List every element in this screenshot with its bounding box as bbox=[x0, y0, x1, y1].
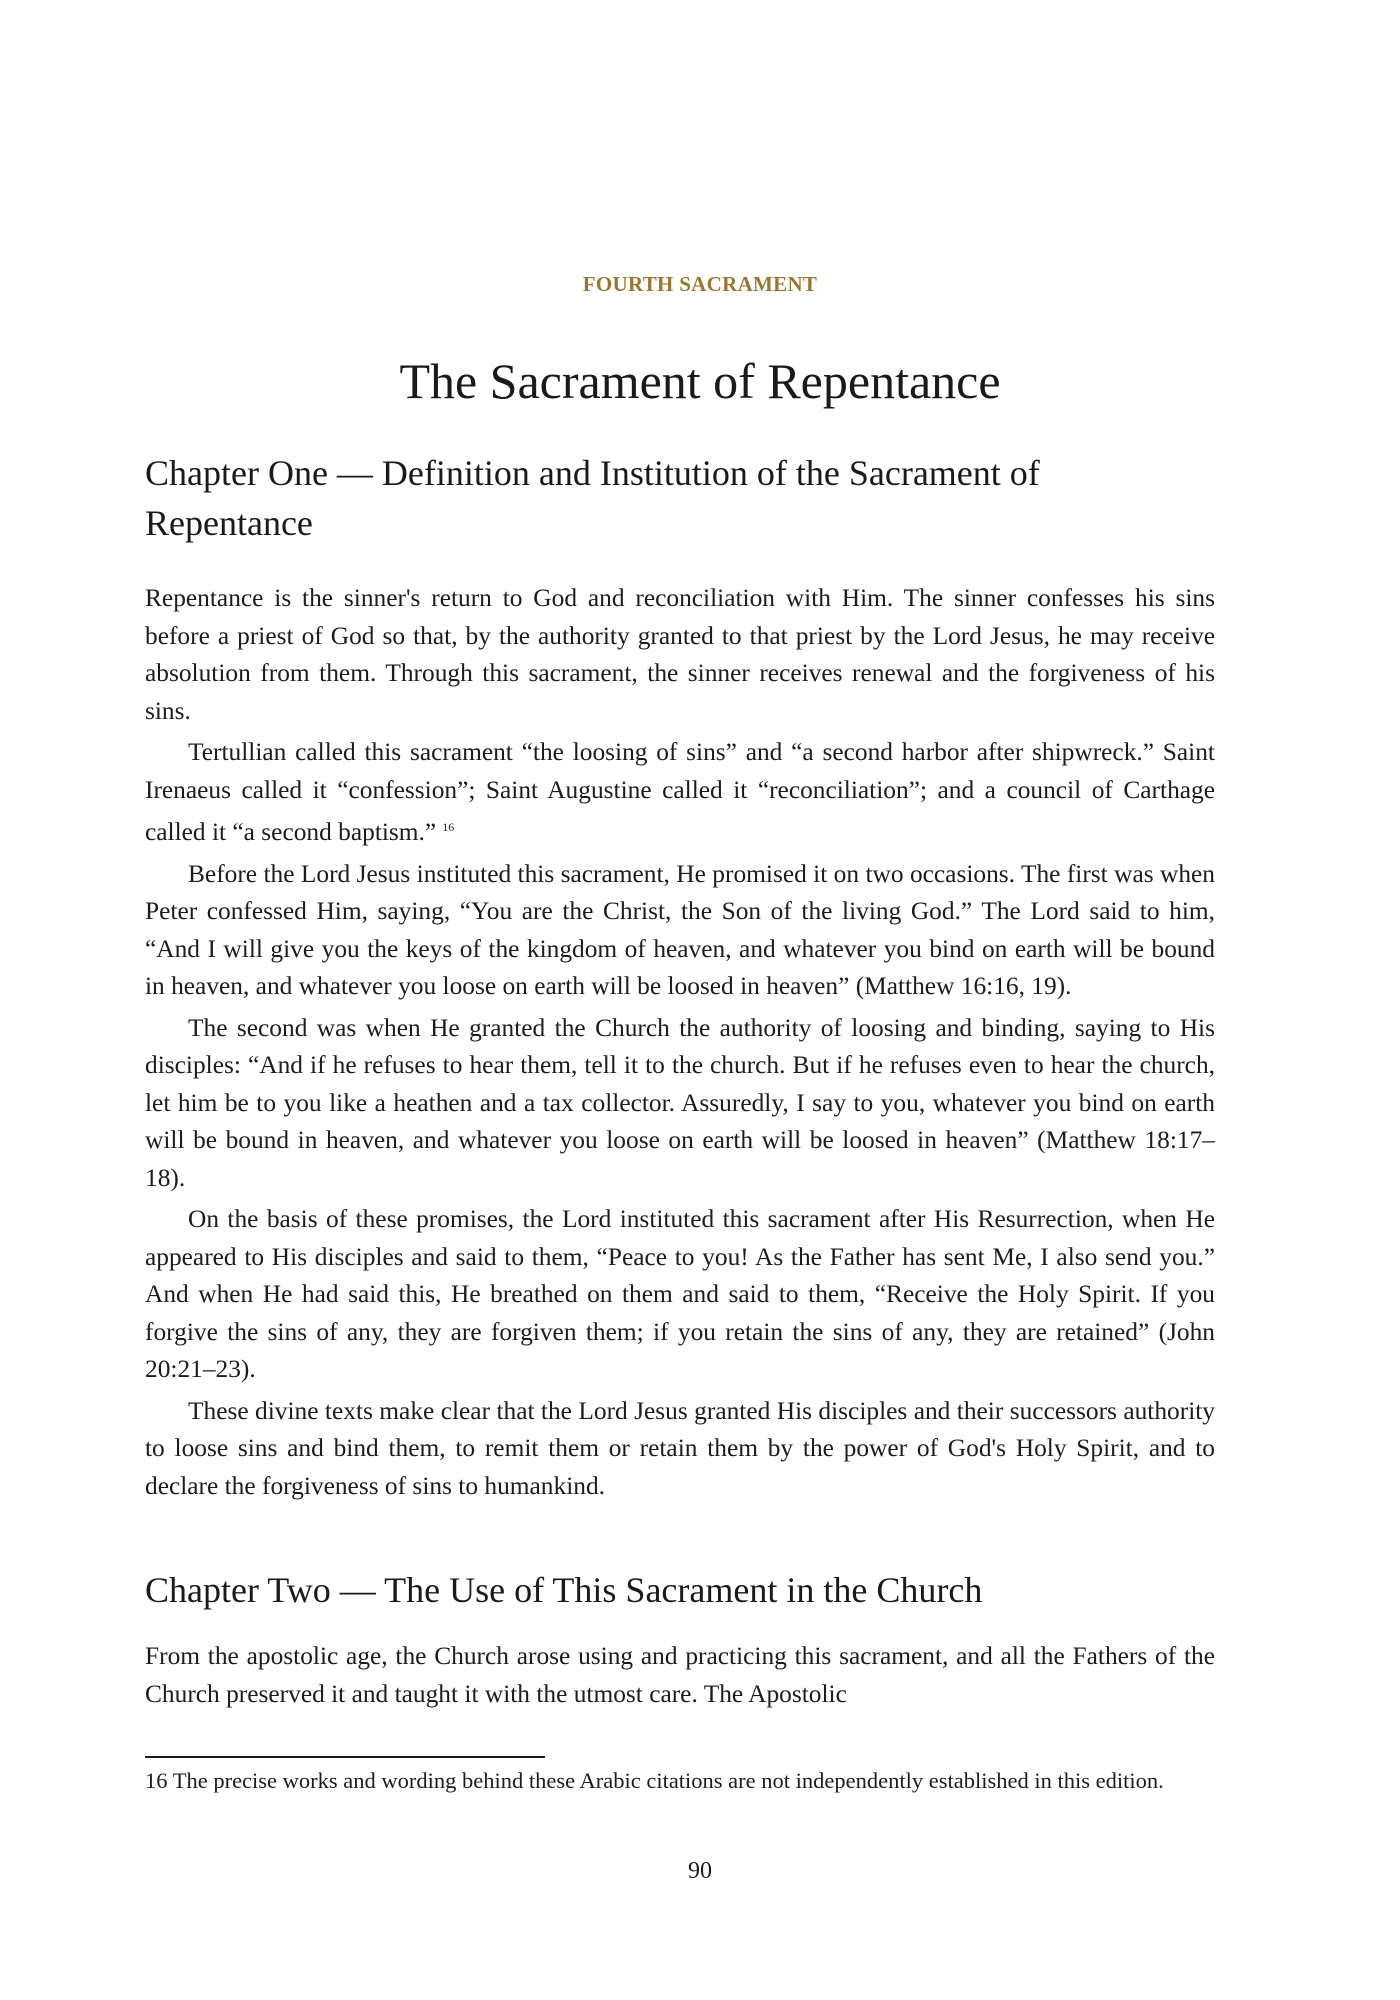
section-eyebrow: FOURTH SACRAMENT bbox=[582, 272, 818, 296]
paragraph: Before the Lord Jesus instituted this sacrament, He promised it on two occasions. The first was when Peter confessed Him, saying, “You are the Christ, the Son of the living God.” The Lord said to him, “And I will give you the keys of the kingdom of heaven, and whatever you bind on earth will be bound in heaven, and whatever you loose on earth will be loosed in heaven” (Matthew 16:16, 19). bbox=[145, 859, 1215, 1000]
paragraph: From the apostolic age, the Church arose using and practicing this sacrament, and all the Fathers of the Church preserved it and taught it with the utmost care. The Apostolic bbox=[145, 1642, 1215, 1708]
paragraph bbox=[145, 734, 1215, 852]
page-title: The Sacrament of Repentance bbox=[399, 353, 1001, 409]
page-number: 90 bbox=[688, 1858, 712, 1884]
chapter-two bbox=[145, 1565, 1215, 1615]
paragraph: On the basis of these promises, the Lord instituted this sacrament after His Resurrection, when He appeared to His disciples and said to them, “Peace to you! As the Father has sent Me, I also send you.” And when He had said this, He breathed on them and said to them, “Receive the Holy Spirit. If you forgive the sins of any, they are forgiven them; if you retain the sins of any, they are retained” (John 20:21–23). bbox=[145, 1205, 1215, 1383]
chapter-two-heading: Chapter Two — The Use of This Sacrament in the Church bbox=[145, 1570, 983, 1610]
chapter-one-heading: Chapter One — Definition and Institution of the Sacrament of Repentance bbox=[145, 453, 1040, 543]
paragraph: These divine texts make clear that the Lord Jesus granted His disciples and their successors authority to loose sins and bind them, to remit them or retain them by the power of God's Holy Spirit, and to declare the forgiveness of sins to humankind. bbox=[145, 1396, 1215, 1500]
chapter-two-body bbox=[145, 1638, 1215, 1717]
chapter-one-body bbox=[145, 580, 1215, 1509]
paragraph: The second was when He granted the Church the authority of loosing and binding, saying to His disciples: “And if he refuses to hear them, tell it to the church. But if he refuses even to hear the church, let him be to you like a heathen and a tax collector. Assuredly, I say to you, whatever you bind on earth will be bound in heaven, and whatever you loose on earth will be loosed in heaven” (Matthew 18:17–18). bbox=[145, 1013, 1215, 1192]
footnote: 16 The precise works and wording behind these Arabic citations are not independently established in this edition. bbox=[145, 1768, 1164, 1793]
chapter-one bbox=[145, 448, 1215, 548]
paragraph: Repentance is the sinner's return to God and reconciliation with Him. The sinner confesses his sins before a priest of God so that, by the authority granted to that priest by the Lord Jesus, he may receive absolution from them. Through this sacrament, the sinner receives renewal and the forgiveness of his sins. bbox=[145, 584, 1215, 725]
paragraph-text: Tertullian called this sacrament “the loosing of sins” and “a second harbor after shipwreck.” Saint Irenaeus called it “confession”; Saint Augustine called it “reconciliation”; and a council of Carthage called it “a second baptism.” bbox=[145, 738, 1215, 846]
footnote-divider bbox=[145, 1756, 545, 1758]
footnote-marker[interactable]: 16 bbox=[442, 820, 455, 834]
